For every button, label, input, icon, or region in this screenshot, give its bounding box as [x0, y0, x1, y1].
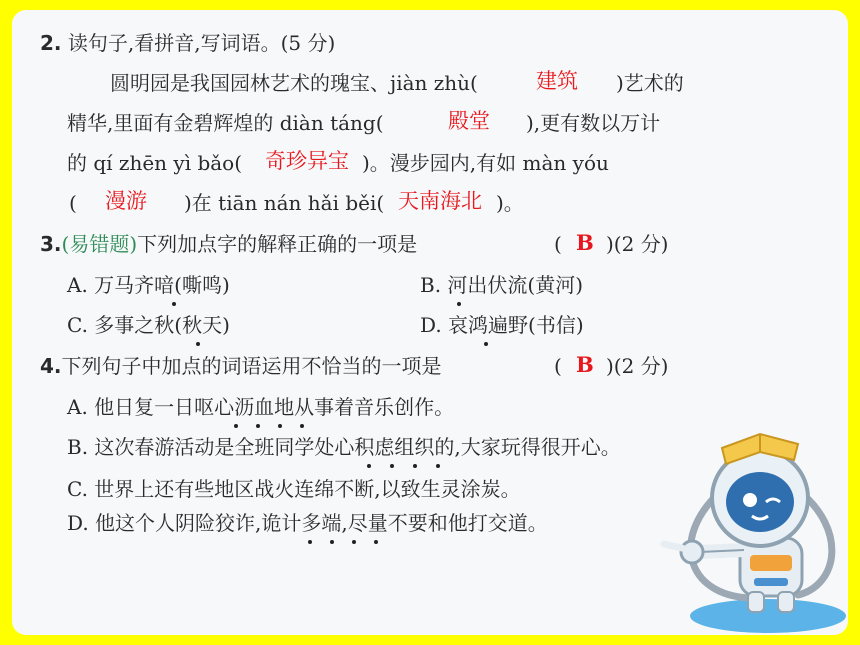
q2-number: 2. — [40, 31, 62, 55]
q4-option-c: C. 世界上还有些地区战火连绵不断,以致生灵涂炭。 — [67, 477, 521, 501]
q2-line1-b: )艺术的 — [616, 71, 684, 95]
robot-pointing-finger — [664, 544, 682, 548]
emphasis-dot — [413, 464, 417, 468]
q3-stem: 下列加点字的解释正确的一项是 — [137, 232, 418, 256]
q2-stem: 读句子,看拼音,写词语。(5 分) — [67, 31, 336, 55]
emphasis-dot — [436, 464, 440, 468]
q4-number: 4. — [40, 354, 62, 378]
robot-belt — [754, 578, 788, 586]
emphasis-dot — [374, 540, 378, 544]
q4-heading — [40, 353, 442, 379]
q3-option-a: A. 万马齐喑(嘶鸣) — [67, 273, 230, 297]
q3-tag: (易错题) — [61, 232, 138, 256]
emphasis-dot — [234, 424, 238, 428]
q2-answer-1: 建筑 — [536, 69, 578, 93]
emphasis-dot — [330, 540, 334, 544]
q2-line3-a: 的 qí zhēn yì bǎo( — [67, 151, 243, 175]
emphasis-dot — [390, 464, 394, 468]
q2-answer-5: 天南海北 — [398, 189, 482, 213]
emphasis-dot — [457, 302, 461, 306]
q2-answer-3: 奇珍异宝 — [265, 149, 349, 173]
robot-shadow — [690, 599, 846, 633]
q4-paren-open: ( — [554, 354, 562, 378]
emphasis-dot — [196, 342, 200, 346]
q3-option-d: D. 哀鸿遍野(书信) — [420, 313, 584, 337]
q2-answer-2: 殿堂 — [448, 109, 490, 133]
emphasis-dot — [256, 424, 260, 428]
q4-option-a: A. 他日复一日呕心沥血地从事着音乐创作。 — [67, 395, 455, 419]
emphasis-dot — [172, 302, 176, 306]
emphasis-dot — [484, 342, 488, 346]
robot-mascot-illustration — [648, 420, 848, 635]
q2-line4-c: )。 — [496, 191, 524, 215]
q2-line4-b: )在 tiān nán hǎi běi( — [184, 191, 385, 215]
robot-hand — [681, 541, 703, 563]
robot-leg — [778, 592, 794, 612]
emphasis-dot — [352, 540, 356, 544]
q4-option-b: B. 这次春游活动是全班同学处心积虑组织的,大家玩得很开心。 — [67, 435, 621, 459]
q3-heading — [40, 231, 417, 257]
q3-paren-close: )(2 分) — [606, 232, 669, 256]
q2-heading — [40, 30, 335, 56]
robot-visor — [726, 472, 794, 532]
q3-option-c: C. 多事之秋(秋天) — [67, 313, 230, 337]
q3-answer: B — [576, 230, 594, 255]
robot-chest-panel — [750, 555, 792, 571]
robot-leg — [748, 592, 764, 612]
q2-line1-a: 圆明园是我国园林艺术的瑰宝、jiàn zhù( — [110, 71, 478, 95]
q2-line2-b: ),更有数以万计 — [526, 111, 661, 135]
q4-answer: B — [576, 352, 594, 377]
q2-line3-b: )。漫步园内,有如 màn yóu — [362, 151, 609, 175]
emphasis-dot — [308, 540, 312, 544]
q4-paren-close: )(2 分) — [606, 354, 669, 378]
emphasis-dot — [300, 424, 304, 428]
q3-option-b: B. 河出伏流(黄河) — [420, 273, 584, 297]
q4-stem: 下列句子中加点的词语运用不恰当的一项是 — [61, 354, 442, 378]
q4-option-d: D. 他这个人阴险狡诈,诡计多端,尽量不要和他打交道。 — [67, 511, 548, 535]
q3-number: 3. — [40, 232, 62, 256]
q2-answer-4: 漫游 — [105, 189, 147, 213]
content-panel — [12, 10, 848, 635]
emphasis-dot — [278, 424, 282, 428]
q3-paren-open: ( — [554, 232, 562, 256]
q2-line4-a: ( — [69, 191, 77, 215]
emphasis-dot — [367, 464, 371, 468]
q2-line2-a: 精华,里面有金碧辉煌的 diàn táng( — [67, 111, 384, 135]
robot-eye — [743, 493, 757, 507]
